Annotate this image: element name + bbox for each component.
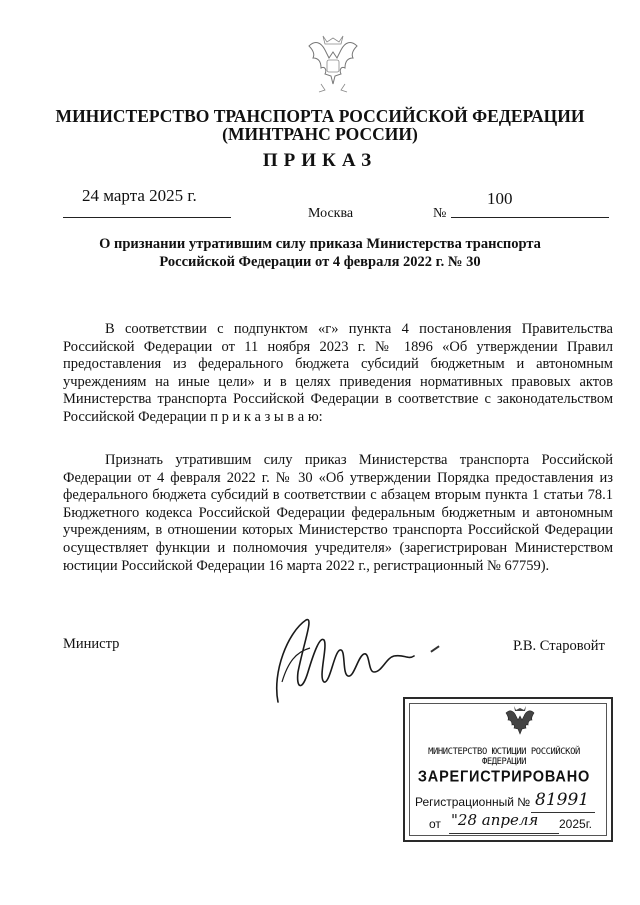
stamp-year: 2025г.: [559, 817, 592, 831]
stamp-registration-number: 81991: [535, 790, 590, 810]
signatory-position: Министр: [63, 636, 120, 652]
russian-eagle-emblem-icon: [301, 28, 365, 98]
stamp-registration-label: Регистрационный №: [415, 795, 531, 809]
ministry-short-name: (МИНТРАНС РОССИИ): [222, 124, 418, 144]
number-sign: №: [433, 206, 447, 221]
stamp-ministry-name: МИНИСТЕРСТВО ЮСТИЦИИ РОССИЙСКОЙ ФЕДЕРАЦИИ: [428, 747, 580, 767]
date-underline: [63, 217, 231, 218]
registration-stamp: [403, 697, 613, 842]
order-subject-line2: Российской Федерации от 4 февраля 2022 г. № 30: [159, 254, 481, 270]
stamp-date-underline: [449, 833, 559, 834]
order-subject-line1: О признании утратившим силу приказа Министерства транспорта: [99, 236, 541, 252]
signatory-name: Р.В. Старовойт: [513, 638, 605, 654]
handwritten-signature-icon: [258, 612, 458, 710]
stamp-date-value: "28 апреля: [451, 811, 539, 829]
order-city: Москва: [308, 206, 354, 221]
ministry-name: МИНИСТЕРСТВО ТРАНСПОРТА РОССИЙСКОЙ ФЕДЕРАЦИИ: [55, 106, 585, 126]
stamp-status: ЗАРЕГИСТРИРОВАНО: [417, 768, 591, 786]
order-date: 24 марта 2025 г.: [82, 186, 197, 205]
stamp-date-prefix: от: [429, 817, 441, 831]
stamp-number-underline: [531, 812, 595, 813]
order-paragraph: Признать утратившим силу приказ Министерства транспорта Российской Федерации от 4 февраля 2022 г. № 30 «Об утверждении Порядка предоставления из федерального бюджета субсидий в соответствии с абзацем вторым пункта 1 статьи 78.1 Бюджетного кодекса Российской Федерации федеральным бюджетным и автономным учреждениям, в отношении которых Министерство транспорта Российской Федерации осуществляет функции и полномочия учредителя» (зарегистрирован Министерством юстиции Российской Федерации 16 марта 2022 г., регистрационный № 67759).: [63, 452, 613, 574]
order-subject: [0, 235, 640, 271]
document-type-title: ПРИКАЗ: [262, 150, 378, 171]
order-number: 100: [487, 189, 513, 208]
number-underline: [451, 217, 609, 218]
preamble-paragraph: В соответствии с подпунктом «г» пункта 4 постановления Правительства Российской Федерации от 11 ноября 2023 г. № 1896 «Об утверждении Правил предоставления из федерального бюджета субсидий бюджетным и автономным учреждениям на иные цели» и в целях приведения нормативных правовых актов Министерства транспорта Российской Федерации в соответствие с законодательством Российской Федерации п р и к а з ы в а ю:: [63, 321, 613, 425]
russian-eagle-emblem-icon: [503, 703, 537, 739]
